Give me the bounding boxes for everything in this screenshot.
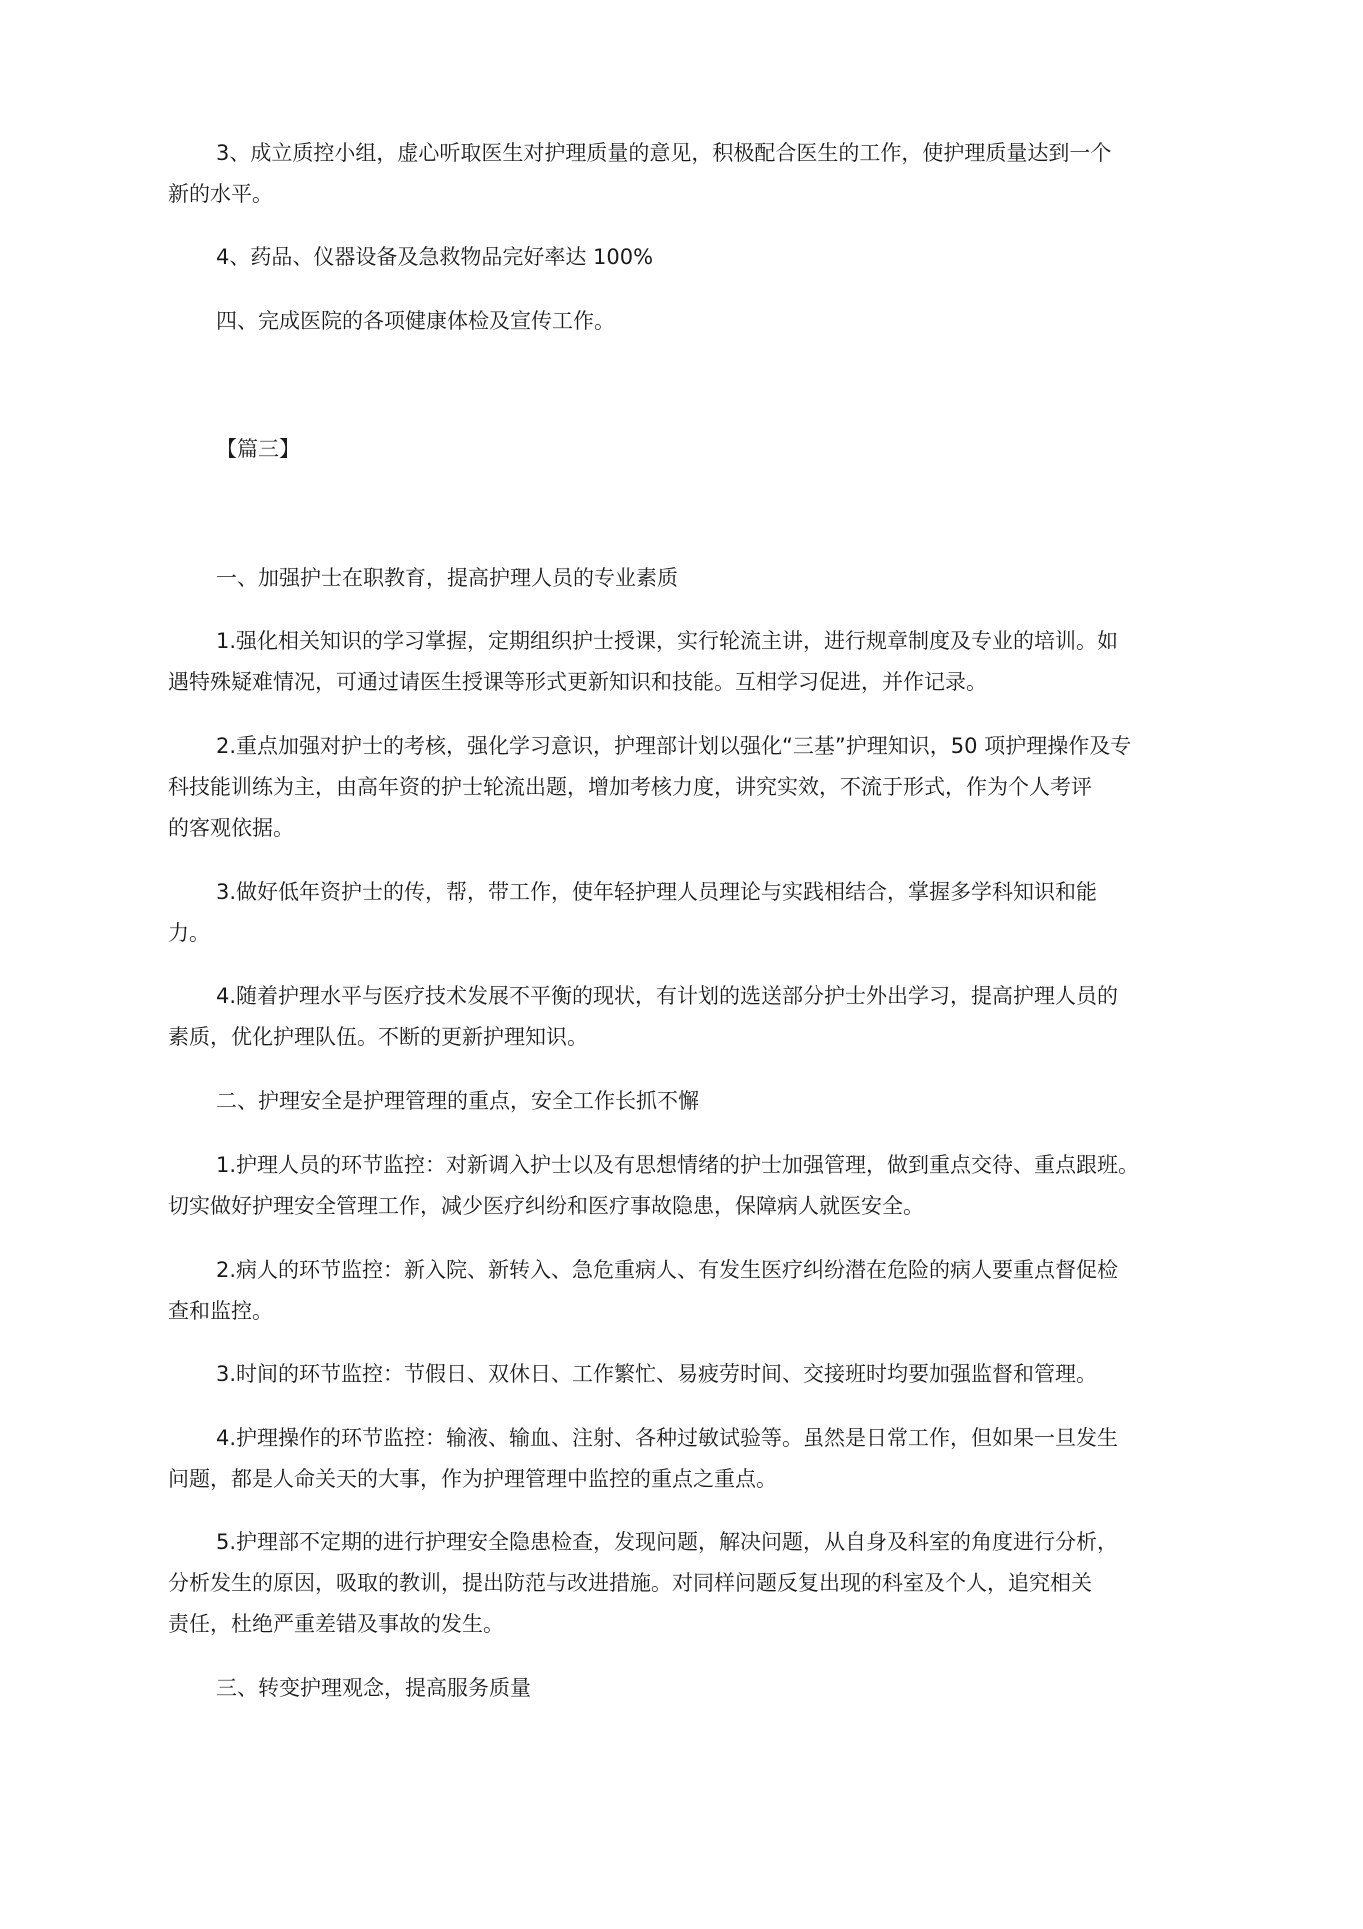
text-line: 1.护理人员的环节监控：对新调入护士以及有思想情绪的护士加强管理，做到重点交待、重点跟班。 (216, 1153, 1140, 1177)
text-line: 新的水平。 (168, 182, 273, 206)
text-line: 1.强化相关知识的学习掌握，定期组织护士授课，实行轮流主讲，进行规章制度及专业的培训。如 (216, 629, 1119, 653)
paragraph-drugs-equipment (168, 237, 1228, 278)
text-line: 一、加强护士在职教育，提高护理人员的专业素质 (216, 566, 678, 590)
text-line: 2.重点加强对护士的考核，强化学习意识，护理部计划以强化“三基”护理知识，50 项护理操作及专 (216, 734, 1132, 758)
text-line: 责任，杜绝严重差错及事故的发生。 (168, 1612, 504, 1636)
text-line: 素质，优化护理队伍。不断的更新护理知识。 (168, 1025, 588, 1049)
text-line: 三、转变护理观念，提高服务质量 (216, 1676, 531, 1700)
text-line: 二、护理安全是护理管理的重点，安全工作长抓不懈 (216, 1089, 699, 1113)
paragraph-mentoring (168, 872, 1228, 954)
paragraph-external-study (168, 976, 1228, 1058)
text-line: 4.护理操作的环节监控：输液、输血、注射、各种过敏试验等。虽然是日常工作，但如果一旦发生 (216, 1426, 1119, 1450)
text-line: 4、药品、仪器设备及急救物品完好率达 100% (216, 245, 654, 269)
text-line: 问题，都是人命关天的大事，作为护理管理中监控的重点之重点。 (168, 1467, 777, 1491)
paragraph-assessment (168, 726, 1228, 849)
heading-in-service-education (168, 558, 1228, 599)
paragraph-safety-inspection (168, 1522, 1228, 1645)
paragraph-knowledge-training (168, 621, 1228, 703)
paragraph-staff-monitoring (168, 1145, 1228, 1227)
text-line: 分析发生的原因，吸取的教训，提出防范与改进措施。对同样问题反复出现的科室及个人，追究相关 (168, 1571, 1092, 1595)
paragraph-health-checkup (168, 301, 1228, 342)
text-line: 遇特殊疑难情况，可通过请医生授课等形式更新知识和技能。互相学习促进，并作记录。 (168, 670, 987, 694)
text-line: 四、完成医院的各项健康体检及宣传工作。 (216, 309, 615, 333)
text-line: 3、成立质控小组，虚心听取医生对护理质量的意见，积极配合医生的工作，使护理质量达到一个 (216, 141, 1112, 165)
paragraph-patient-monitoring (168, 1250, 1228, 1332)
text-line: 科技能训练为主，由高年资的护士轮流出题，增加考核力度，讲究实效，不流于形式，作为个人考评 (168, 775, 1092, 799)
paragraph-time-monitoring (168, 1354, 1228, 1395)
text-line: 3.做好低年资护士的传，帮，带工作，使年轻护理人员理论与实践相结合，掌握多学科知识和能 (216, 880, 1098, 904)
text-line: 的客观依据。 (168, 816, 294, 840)
text-line: 查和监控。 (168, 1299, 273, 1323)
text-line: 3.时间的环节监控：节假日、双休日、工作繁忙、易疲劳时间、交接班时均要加强监督和管理。 (216, 1362, 1098, 1386)
heading-nursing-safety (168, 1081, 1228, 1122)
text-line: 5.护理部不定期的进行护理安全隐患检查，发现问题，解决问题，从自身及科室的角度进行分析， (216, 1530, 1119, 1554)
text-line: 2.病人的环节监控：新入院、新转入、急危重病人、有发生医疗纠纷潜在危险的病人要重点督促检 (216, 1258, 1119, 1282)
section-heading-part-three (168, 429, 1228, 470)
paragraph-operation-monitoring (168, 1418, 1228, 1500)
heading-service-quality (168, 1668, 1228, 1709)
text-line: 【篇三】 (216, 437, 300, 461)
text-line: 4.随着护理水平与医疗技术发展不平衡的现状，有计划的选送部分护士外出学习，提高护理人员的 (216, 984, 1119, 1008)
paragraph-quality-control (168, 133, 1228, 215)
text-line: 力。 (168, 921, 210, 945)
text-line: 切实做好护理安全管理工作，减少医疗纠纷和医疗事故隐患，保障病人就医安全。 (168, 1194, 924, 1218)
